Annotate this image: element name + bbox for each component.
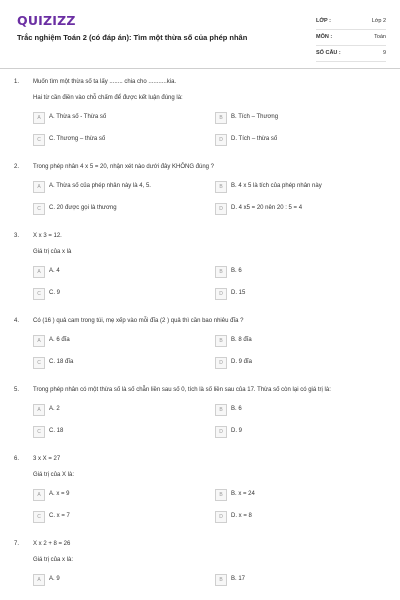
answer-row bbox=[0, 262, 400, 284]
answer-text: C. 9 bbox=[49, 290, 61, 296]
answer-letter-box: B bbox=[215, 112, 227, 124]
answer-letter-box: D bbox=[215, 426, 227, 438]
answer-letter-box: A bbox=[33, 574, 45, 586]
answer-text: C. x = 7 bbox=[49, 513, 70, 519]
answer-text: C. 18 bbox=[49, 428, 64, 434]
question-block bbox=[0, 159, 400, 228]
meta-row-grade bbox=[316, 14, 386, 30]
answer-text: A. 6 đĩa bbox=[49, 337, 70, 343]
question-spacer bbox=[0, 306, 400, 313]
quizizz-logo: QUIZIZZ bbox=[17, 13, 76, 28]
meta-row-subject bbox=[316, 30, 386, 46]
question-subtext-row bbox=[0, 554, 400, 570]
answer-text: B. 17 bbox=[231, 576, 246, 582]
meta-row-count bbox=[316, 46, 386, 62]
worksheet-header bbox=[0, 0, 400, 66]
question-text: X x 3 = 12. bbox=[33, 233, 62, 239]
answer-letter-box: A bbox=[33, 266, 45, 278]
answer-letter-box: B bbox=[215, 404, 227, 416]
answer-letter-box: B bbox=[215, 489, 227, 501]
answer-text: B. 6 bbox=[231, 268, 242, 274]
answer-option[interactable] bbox=[215, 357, 385, 369]
answer-text: A. 9 bbox=[49, 576, 60, 582]
answer-option[interactable] bbox=[215, 426, 385, 438]
answer-text: D. Tích – thừa số bbox=[231, 136, 278, 142]
page-title: Trắc nghiệm Toán 2 (có đáp án): Tìm một thừa số của phép nhân bbox=[17, 33, 248, 42]
answer-option[interactable] bbox=[215, 404, 385, 416]
question-stem bbox=[0, 382, 400, 400]
answer-letter-box: D bbox=[215, 134, 227, 146]
answer-option[interactable] bbox=[215, 134, 385, 146]
question-number: 7. bbox=[14, 541, 20, 547]
answer-text: B. 4 x 5 là tích của phép nhân này bbox=[231, 183, 322, 189]
answer-text: D. x = 8 bbox=[231, 513, 252, 519]
question-text: 3 x X = 27 bbox=[33, 456, 61, 462]
answer-row bbox=[0, 570, 400, 592]
question-spacer bbox=[0, 444, 400, 451]
meta-key: LỚP : bbox=[316, 18, 331, 24]
answer-text: C. Thương – thừa số bbox=[49, 136, 106, 142]
question-text: Trong phép nhân có một thừa số là số chẵn liền sau số 0, tích là số liền sau của 17. Thừa số còn lại có giá trị là: bbox=[33, 387, 331, 393]
answer-letter-box: A bbox=[33, 335, 45, 347]
answer-text: B. x = 24 bbox=[231, 491, 255, 497]
answer-text: B. 6 bbox=[231, 406, 242, 412]
answer-letter-box: A bbox=[33, 112, 45, 124]
answer-option[interactable] bbox=[33, 357, 203, 369]
answer-letter-box: A bbox=[33, 181, 45, 193]
answer-text: D. 15 bbox=[231, 290, 246, 296]
answer-text: A. 2 bbox=[49, 406, 60, 412]
answer-option[interactable] bbox=[33, 134, 203, 146]
answer-option[interactable] bbox=[215, 112, 385, 124]
answer-letter-box: C bbox=[33, 511, 45, 523]
answer-option[interactable] bbox=[33, 511, 203, 523]
question-block bbox=[0, 74, 400, 159]
answer-option[interactable] bbox=[215, 181, 385, 193]
answer-row bbox=[0, 400, 400, 422]
meta-key: MÔN : bbox=[316, 34, 333, 40]
question-number: 6. bbox=[14, 456, 20, 462]
answer-letter-box: B bbox=[215, 335, 227, 347]
question-stem bbox=[0, 74, 400, 92]
answer-letter-box: D bbox=[215, 357, 227, 369]
answer-row bbox=[0, 507, 400, 529]
question-number: 2. bbox=[14, 164, 20, 170]
question-subtext-row bbox=[0, 469, 400, 485]
answer-row bbox=[0, 199, 400, 221]
question-subtext: Giá trị của x là bbox=[33, 249, 72, 255]
answer-option[interactable] bbox=[33, 335, 203, 347]
question-subtext-row bbox=[0, 92, 400, 108]
answer-row bbox=[0, 130, 400, 152]
answer-option[interactable] bbox=[215, 288, 385, 300]
answer-letter-box: B bbox=[215, 266, 227, 278]
answer-letter-box: D bbox=[215, 203, 227, 215]
answer-text: A. x = 9 bbox=[49, 491, 70, 497]
meta-key: SỐ CÂU : bbox=[316, 50, 341, 56]
question-text: Có (16 ) quả cam trong túi, mẹ xếp vào mỗi đĩa (2 ) quả thì cần bao nhiêu đĩa ? bbox=[33, 318, 244, 324]
question-spacer bbox=[0, 592, 400, 599]
question-block bbox=[0, 228, 400, 313]
answer-letter-box: B bbox=[215, 181, 227, 193]
question-number: 3. bbox=[14, 233, 20, 239]
question-subtext: Giá trị của x là: bbox=[33, 557, 74, 563]
answer-text: B. Tích – Thương bbox=[231, 114, 279, 120]
question-block bbox=[0, 536, 400, 599]
question-stem bbox=[0, 159, 400, 177]
answer-row bbox=[0, 331, 400, 353]
question-spacer bbox=[0, 221, 400, 228]
answer-row bbox=[0, 108, 400, 130]
answer-row bbox=[0, 485, 400, 507]
answer-option[interactable] bbox=[33, 426, 203, 438]
answer-option[interactable] bbox=[33, 489, 203, 501]
answer-letter-box: C bbox=[33, 134, 45, 146]
answer-text: D. 9 bbox=[231, 428, 243, 434]
answer-row bbox=[0, 177, 400, 199]
answer-letter-box: A bbox=[33, 404, 45, 416]
question-subtext: Hai từ cần điền vào chỗ chấm để được kết luận đúng là: bbox=[33, 95, 183, 101]
header-divider bbox=[0, 68, 400, 69]
answer-text: A. Thừa số - Thừa số bbox=[49, 114, 107, 120]
question-spacer bbox=[0, 529, 400, 536]
answer-letter-box: D bbox=[215, 288, 227, 300]
question-stem bbox=[0, 451, 400, 469]
answer-letter-box: B bbox=[215, 574, 227, 586]
meta-info bbox=[316, 14, 386, 62]
answer-row bbox=[0, 422, 400, 444]
question-subtext: Giá trị của X là: bbox=[33, 472, 75, 478]
answer-text: B. 8 đĩa bbox=[231, 337, 252, 343]
answer-text: A. Thừa số của phép nhân này là 4, 5. bbox=[49, 183, 151, 189]
meta-value: 9 bbox=[382, 50, 386, 56]
meta-value: Toán bbox=[374, 34, 386, 40]
answer-option[interactable] bbox=[215, 489, 385, 501]
meta-value: Lớp 2 bbox=[371, 18, 386, 24]
answer-row bbox=[0, 353, 400, 375]
answer-option[interactable] bbox=[215, 266, 385, 278]
answer-text: D. 4 x5 = 20 nên 20 : 5 = 4 bbox=[231, 205, 303, 211]
answer-option[interactable] bbox=[33, 203, 203, 215]
question-text: X x 2 + 8 = 26 bbox=[33, 541, 71, 547]
answer-text: A. 4 bbox=[49, 268, 60, 274]
answer-letter-box: A bbox=[33, 489, 45, 501]
question-stem bbox=[0, 228, 400, 246]
answer-letter-box: C bbox=[33, 357, 45, 369]
answer-option[interactable] bbox=[215, 511, 385, 523]
question-block bbox=[0, 451, 400, 536]
answer-option[interactable] bbox=[33, 266, 203, 278]
question-list bbox=[0, 74, 400, 599]
answer-text: C. 20 được gọi là thương bbox=[49, 205, 117, 211]
question-spacer bbox=[0, 375, 400, 382]
answer-option[interactable] bbox=[33, 181, 203, 193]
question-block bbox=[0, 382, 400, 451]
answer-letter-box: D bbox=[215, 511, 227, 523]
answer-option[interactable] bbox=[215, 203, 385, 215]
answer-letter-box: C bbox=[33, 203, 45, 215]
answer-text: C. 18 đĩa bbox=[49, 359, 74, 365]
question-number: 4. bbox=[14, 318, 20, 324]
question-block bbox=[0, 313, 400, 382]
answer-option[interactable] bbox=[215, 574, 385, 586]
question-subtext-row bbox=[0, 246, 400, 262]
answer-option[interactable] bbox=[33, 574, 203, 586]
answer-option[interactable] bbox=[33, 404, 203, 416]
question-text: Muốn tìm một thừa số ta lấy ........ chia cho ...........kia. bbox=[33, 79, 177, 85]
answer-row bbox=[0, 284, 400, 306]
question-number: 1. bbox=[14, 79, 20, 85]
answer-option[interactable] bbox=[215, 335, 385, 347]
answer-letter-box: C bbox=[33, 288, 45, 300]
answer-letter-box: C bbox=[33, 426, 45, 438]
question-stem bbox=[0, 536, 400, 554]
question-text: Trong phép nhân 4 x 5 = 20, nhận xét nào dưới đây KHÔNG đúng ? bbox=[33, 164, 215, 170]
answer-text: D. 9 đĩa bbox=[231, 359, 253, 365]
answer-option[interactable] bbox=[33, 288, 203, 300]
answer-option[interactable] bbox=[33, 112, 203, 124]
question-stem bbox=[0, 313, 400, 331]
question-spacer bbox=[0, 152, 400, 159]
question-number: 5. bbox=[14, 387, 20, 393]
